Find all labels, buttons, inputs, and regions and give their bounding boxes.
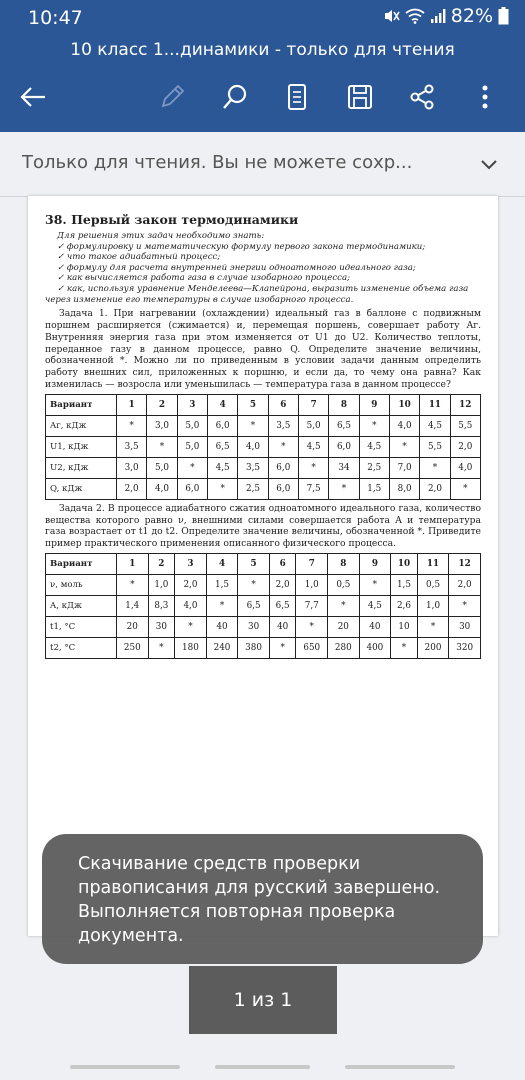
nav-recents-hint[interactable] — [70, 1065, 180, 1069]
table-cell: 4,5 — [420, 415, 450, 436]
mute-icon — [382, 7, 400, 25]
table-cell: 30 — [148, 616, 175, 637]
table-cell: 7,7 — [296, 595, 328, 616]
table-cell: 4,0 — [175, 595, 207, 616]
table-cell: 5,0 — [298, 415, 328, 436]
table-cell: * — [391, 637, 418, 658]
back-arrow-icon[interactable] — [16, 80, 50, 114]
toolbar — [0, 80, 525, 114]
table-cell: * — [117, 415, 147, 436]
table-cell: * — [359, 574, 391, 595]
table-cell: 7,5 — [298, 478, 328, 499]
nav-home-hint[interactable] — [215, 1065, 310, 1069]
table-cell: Q, кДж — [46, 478, 117, 499]
table-cell: 7 — [298, 394, 328, 415]
table-cell: 5,0 — [177, 415, 207, 436]
table-cell: 380 — [238, 637, 270, 658]
table-row — [46, 616, 481, 637]
task-2-table — [45, 553, 481, 659]
table-cell: 4,0 — [450, 457, 480, 478]
table-cell: 4,0 — [147, 478, 177, 499]
more-icon[interactable] — [468, 80, 502, 114]
table-cell: 2,0 — [269, 574, 296, 595]
table-cell: 30 — [449, 616, 481, 637]
table-cell: 1,5 — [391, 574, 418, 595]
table-cell: 1 — [117, 394, 147, 415]
table-cell: 4,0 — [389, 415, 419, 436]
table-cell: 240 — [206, 637, 238, 658]
table-cell: 400 — [359, 637, 391, 658]
table-cell: * — [268, 436, 298, 457]
task-1-text: Задача 1. При нагревании (охлаждении) идеальный газ в баллоне с подвижным поршнем расширяется (сжимается) и, перемещая поршень, совершает работу Aг. Внутренняя энергия газа при этом изменяется от U1 до U2. Количество теплоты, переданное газу в данном процессе, равно Q. Определите значение величины, обозначенной *. Можно ли по приведенным в условии задачи данным определить работу внешних сил, приложенных к поршню, и если да, то чему она равна? Как изменилась — возросла или уменьшилась — температура газа в данном процессе? — [45, 308, 481, 390]
table-cell: 6,5 — [329, 415, 359, 436]
table-cell: 6,5 — [207, 436, 237, 457]
prerequisites — [45, 231, 481, 305]
table-cell: * — [450, 478, 480, 499]
table-cell: 5,5 — [420, 436, 450, 457]
battery-icon — [498, 7, 509, 25]
table-cell: 2,0 — [450, 436, 480, 457]
table-cell: 9 — [359, 553, 391, 574]
table-cell: * — [420, 457, 450, 478]
table-cell: 650 — [296, 637, 328, 658]
table-cell: 11 — [420, 394, 450, 415]
table-cell: 4 — [206, 553, 238, 574]
table-cell: 6 — [268, 394, 298, 415]
table-cell: 280 — [328, 637, 360, 658]
table-cell: 5,0 — [177, 436, 207, 457]
table-cell: * — [449, 595, 481, 616]
table-cell: 3,5 — [238, 457, 268, 478]
table-cell: * — [298, 457, 328, 478]
table-cell: Вариант — [46, 553, 117, 574]
read-only-banner[interactable] — [0, 132, 525, 197]
table-cell: 3 — [177, 394, 207, 415]
table-cell: 12 — [449, 553, 481, 574]
table-cell: 3,0 — [147, 415, 177, 436]
table-cell: 1,0 — [417, 595, 449, 616]
table-row — [46, 574, 481, 595]
table-cell: 12 — [450, 394, 480, 415]
table-cell: 4,5 — [207, 457, 237, 478]
chevron-down-icon[interactable] — [479, 154, 499, 174]
intro-line: ✓ что такое адиабатный процесс; — [57, 252, 221, 263]
table-cell: U2, кДж — [46, 457, 117, 478]
table-cell: 4,5 — [298, 436, 328, 457]
table-cell: U1, кДж — [46, 436, 117, 457]
table-cell: 6,0 — [329, 436, 359, 457]
table-cell: 6,0 — [268, 457, 298, 478]
table-cell: * — [117, 574, 149, 595]
table-row — [46, 478, 481, 499]
table-cell: Aг, кДж — [46, 415, 117, 436]
page-counter: 1 из 1 — [189, 966, 337, 1034]
table-cell: * — [238, 574, 270, 595]
table-cell: * — [147, 436, 177, 457]
table-cell: 34 — [329, 457, 359, 478]
table-cell: 200 — [417, 637, 449, 658]
table-cell: A, кДж — [46, 595, 117, 616]
table-cell: * — [175, 616, 207, 637]
table-cell: 8,0 — [389, 478, 419, 499]
table-cell: * — [207, 478, 237, 499]
toast-message: Скачивание средств проверки правописания для русский завершено. Выполняется повторная проверка документа. — [78, 854, 441, 946]
table-cell: 10 — [391, 553, 418, 574]
intro-line: ✓ формулу для расчета внутренней энергии одноатомного идеального газа; — [57, 262, 416, 273]
table-cell: 5,5 — [450, 415, 480, 436]
table-cell: 8,3 — [148, 595, 175, 616]
table-cell: 6,0 — [268, 478, 298, 499]
document-page[interactable] — [28, 196, 498, 936]
search-icon[interactable] — [218, 80, 252, 114]
table-cell: 2,0 — [175, 574, 207, 595]
table-header-row — [46, 394, 481, 415]
spellcheck-toast — [42, 834, 483, 964]
table-cell: 4,5 — [359, 436, 389, 457]
table-cell: 0,5 — [328, 574, 360, 595]
share-icon[interactable] — [405, 80, 439, 114]
table-row — [46, 457, 481, 478]
table-cell: 8 — [329, 394, 359, 415]
edit-pencil-icon[interactable] — [155, 80, 189, 114]
task-2-text: Задача 2. В процессе адиабатного сжатия одноатомного идеального газа, количество вещества которого равно ν, внешними силами совершается работа A и температура газа возрастает от t1 до t2. Определите значение величины, обозначенной *. Приведите пример практического применения описанного физического процесса. — [45, 502, 481, 550]
table-cell: 250 — [117, 637, 149, 658]
table-cell: Вариант — [46, 394, 117, 415]
table-cell: 40 — [206, 616, 238, 637]
table-cell: 2,5 — [238, 478, 268, 499]
intro-line: Для решения этих задач необходимо знать: — [57, 231, 265, 241]
save-icon[interactable] — [343, 80, 377, 114]
table-row — [46, 436, 481, 457]
table-cell: * — [269, 637, 296, 658]
status-bar — [0, 0, 525, 36]
status-icons — [382, 5, 509, 27]
table-cell: 9 — [359, 394, 389, 415]
table-cell: t2, °C — [46, 637, 117, 658]
table-cell: 1 — [117, 553, 149, 574]
app-bar — [0, 0, 525, 132]
table-cell: 3,0 — [117, 457, 147, 478]
table-cell: * — [417, 616, 449, 637]
table-cell: 0,5 — [417, 574, 449, 595]
table-cell: 4,5 — [359, 595, 391, 616]
table-cell: 2 — [147, 394, 177, 415]
navigation-bar — [0, 1040, 525, 1080]
table-cell: * — [177, 457, 207, 478]
table-row — [46, 595, 481, 616]
table-cell: 5 — [238, 394, 268, 415]
table-cell: 2,0 — [449, 574, 481, 595]
intro-line: ✓ как вычисляется работа газа в случае изобарного процесса; — [57, 273, 351, 284]
table-cell: * — [329, 478, 359, 499]
nav-back-hint[interactable] — [345, 1065, 455, 1069]
table-cell: 6,5 — [269, 595, 296, 616]
table-cell: 6,0 — [207, 415, 237, 436]
table-cell: 8 — [328, 553, 360, 574]
table-header-row — [46, 553, 481, 574]
table-cell: 1,4 — [117, 595, 149, 616]
table-cell: 6,0 — [177, 478, 207, 499]
table-cell: * — [389, 436, 419, 457]
table-cell: 3,5 — [268, 415, 298, 436]
table-cell: 40 — [269, 616, 296, 637]
table-cell: 180 — [175, 637, 207, 658]
table-cell: 20 — [117, 616, 149, 637]
table-cell: 6 — [269, 553, 296, 574]
table-cell: 2 — [148, 553, 175, 574]
table-cell: * — [296, 616, 328, 637]
task-1-table — [45, 394, 481, 500]
table-cell: 4 — [207, 394, 237, 415]
table-cell: 7,0 — [389, 457, 419, 478]
table-cell: 3 — [175, 553, 207, 574]
wifi-icon — [405, 8, 425, 24]
table-cell: 2,0 — [420, 478, 450, 499]
table-cell: * — [328, 595, 360, 616]
table-cell: 1,0 — [148, 574, 175, 595]
table-cell: 4,0 — [238, 436, 268, 457]
table-cell: 2,5 — [359, 457, 389, 478]
table-cell: 5,0 — [147, 457, 177, 478]
table-row — [46, 415, 481, 436]
table-cell: t1, °C — [46, 616, 117, 637]
table-cell: 1,5 — [206, 574, 238, 595]
table-cell: 10 — [391, 616, 418, 637]
table-cell: * — [238, 415, 268, 436]
table-cell: 20 — [328, 616, 360, 637]
table-cell: 1,0 — [296, 574, 328, 595]
table-cell: * — [359, 415, 389, 436]
table-cell: * — [148, 637, 175, 658]
intro-line: ✓ как, используя уравнение Менделеева—Клапейрона, выразить изменение объема газа через изменение его температуры в случае изобарного процесса. — [45, 283, 469, 305]
status-time: 10:47 — [28, 7, 83, 29]
table-cell: 6,5 — [238, 595, 270, 616]
table-cell: 10 — [389, 394, 419, 415]
reading-view-icon[interactable] — [280, 80, 314, 114]
table-cell: 40 — [359, 616, 391, 637]
table-row — [46, 637, 481, 658]
table-cell: 30 — [238, 616, 270, 637]
read-only-text: Только для чтения. Вы не можете сохр... — [22, 152, 413, 173]
intro-line: ✓ формулировку и математическую формулу первого закона термодинамики; — [57, 241, 426, 252]
table-cell: 3,5 — [117, 436, 147, 457]
table-cell: 5 — [238, 553, 270, 574]
table-cell: 1,5 — [359, 478, 389, 499]
table-cell: 2,0 — [117, 478, 147, 499]
signal-icon — [430, 8, 446, 24]
table-cell: 7 — [296, 553, 328, 574]
table-cell: 320 — [449, 637, 481, 658]
section-heading: 38. Первый закон термодинамики — [45, 212, 299, 227]
document-title: 10 класс 1...динамики - только для чтения — [70, 40, 455, 60]
table-cell: * — [206, 595, 238, 616]
table-cell: 2,6 — [391, 595, 418, 616]
battery-percent: 82% — [450, 5, 493, 27]
table-cell: 11 — [417, 553, 449, 574]
table-cell: ν, моль — [46, 574, 117, 595]
